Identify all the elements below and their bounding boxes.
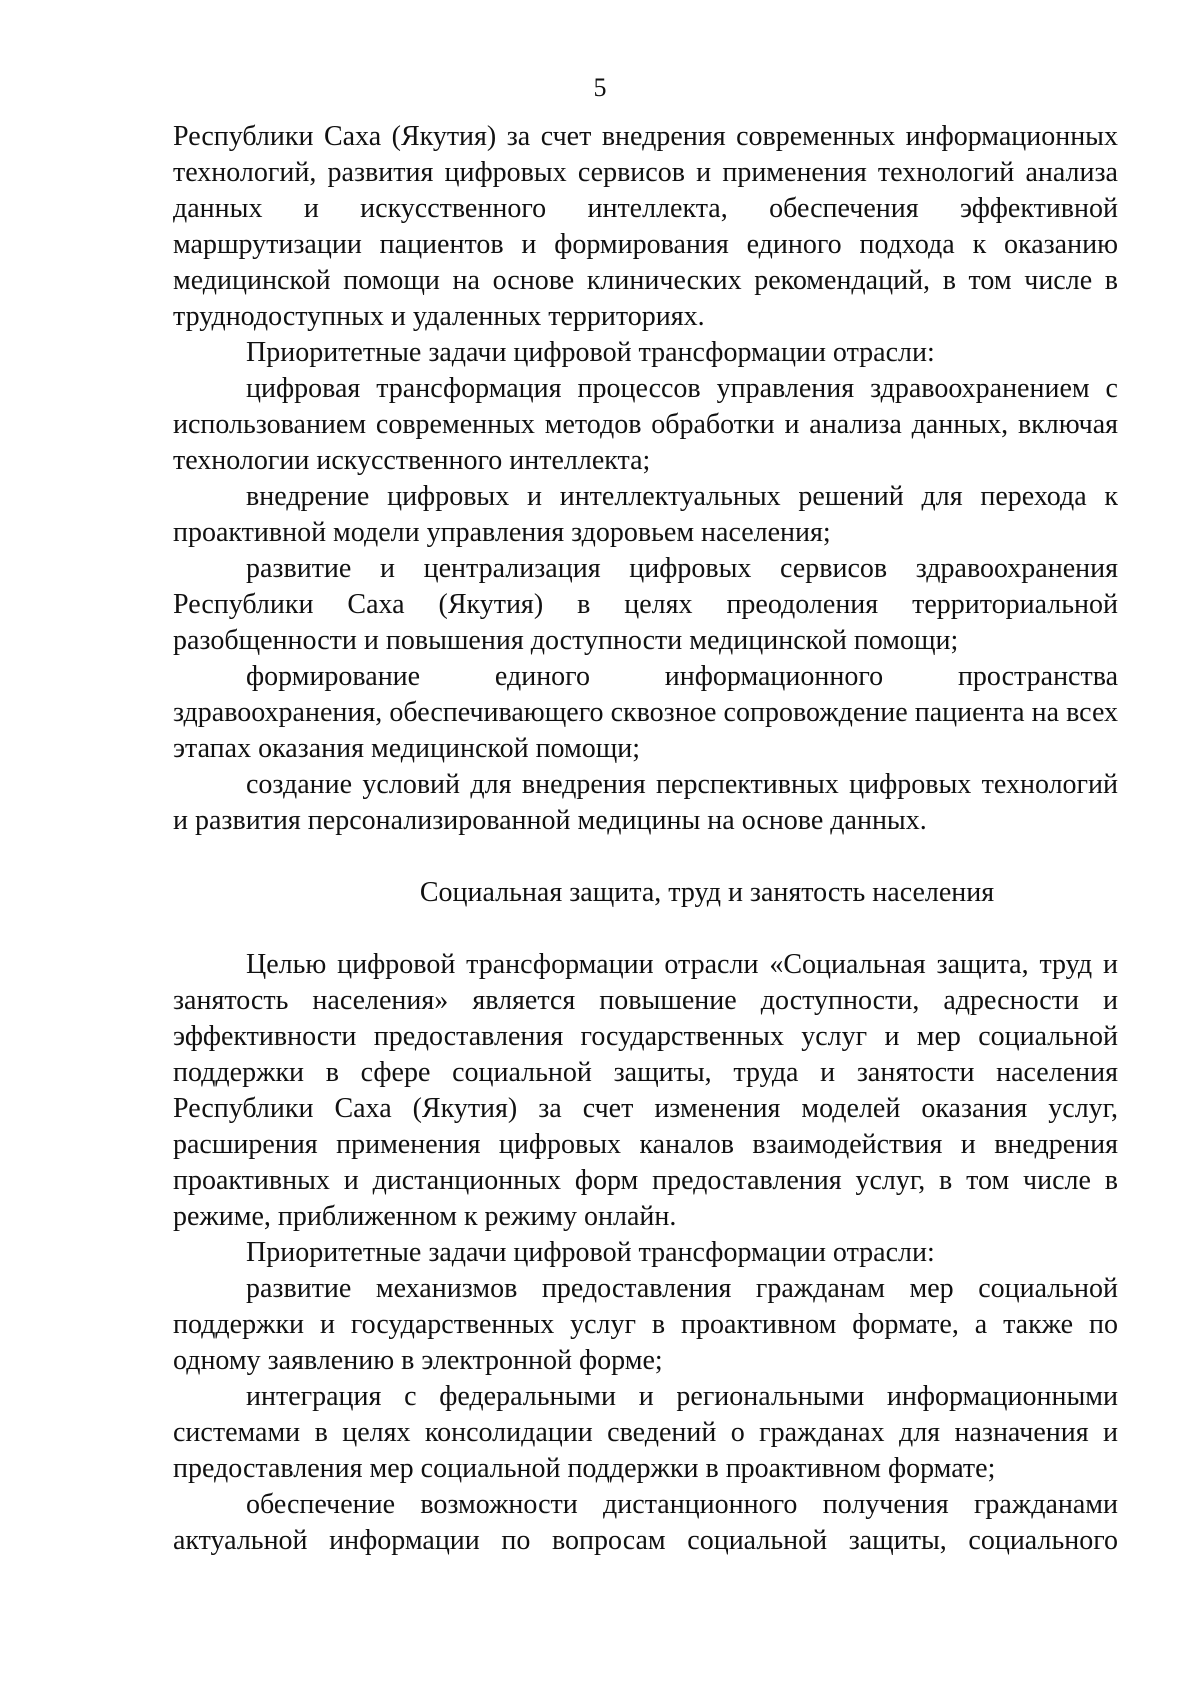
section-heading: Социальная защита, труд и занятость населения — [419, 877, 995, 908]
paragraph: развитие механизмов предоставления гражданам мер социальной поддержки и государственных услуг в проактивном формате, а также по одному заявлению в электронной форме; — [173, 1273, 1118, 1376]
paragraph: цифровая трансформация процессов управления здравоохранением с использованием современных методов обработки и анализа данных, включая технологии искусственного интеллекта; — [173, 373, 1118, 476]
paragraph: интеграция с федеральными и региональными информационными системами в целях консолидации сведений о гражданах для назначения и предоставления мер социальной поддержки в проактивном формате; — [173, 1381, 1118, 1484]
paragraph: Приоритетные задачи цифровой трансформации отрасли: — [246, 337, 935, 368]
document-body — [173, 119, 1118, 1559]
paragraph: формирование единого информационного пространства здравоохранения, обеспечивающего сквозное сопровождение пациента на всех этапах оказания медицинской помощи; — [173, 661, 1118, 764]
paragraph: развитие и централизация цифровых сервисов здравоохранения Республики Саха (Якутия) в целях преодоления территориальной разобщенности и повышения доступности медицинской помощи; — [173, 553, 1118, 656]
paragraph: Приоритетные задачи цифровой трансформации отрасли: — [246, 1237, 935, 1268]
paragraph: Республики Саха (Якутия) за счет внедрения современных информационных технологий, развития цифровых сервисов и применения технологий анализа данных и искусственного интеллекта, обеспечения эффективной маршрутизации пациентов и формирования единого подхода к оказанию медицинской помощи на основе клинических рекомендаций, в том числе в труднодоступных и удаленных территориях. — [173, 121, 1118, 332]
paragraph: внедрение цифровых и интеллектуальных решений для перехода к проактивной модели управления здоровьем населения; — [173, 481, 1118, 548]
paragraph: создание условий для внедрения перспективных цифровых технологий и развития персонализированной медицины на основе данных. — [173, 769, 1118, 836]
paragraph: Целью цифровой трансформации отрасли «Социальная защита, труд и занятость населения» является повышение доступности, адресности и эффективности предоставления государственных услуг и мер социальной поддержки в сфере социальной защиты, труда и занятости населения Республики Саха (Якутия) за счет изменения моделей оказания услуг, расширения применения цифровых каналов взаимодействия и внедрения проактивных и дистанционных форм предоставления услуг, в том числе в режиме, приближенном к режиму онлайн. — [173, 949, 1118, 1232]
page-number: 5 — [593, 73, 607, 102]
paragraph: обеспечение возможности дистанционного получения гражданами актуальной информации по вопросам социальной защиты, социального — [173, 1489, 1118, 1556]
